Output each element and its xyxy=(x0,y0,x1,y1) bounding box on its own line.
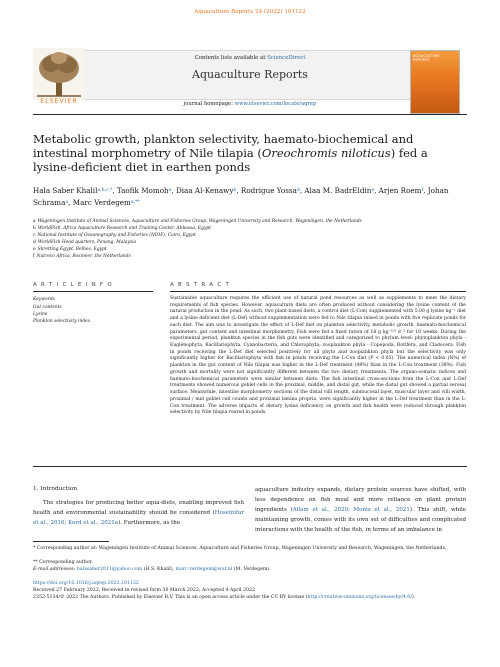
email-link-khalil[interactable]: halasaber2011@yahoo.com xyxy=(76,567,143,572)
email-link-verdegem[interactable]: marc.verdegem@wur.nl xyxy=(175,567,233,572)
author[interactable] xyxy=(117,186,172,195)
author-affiliation-marker[interactable]: a xyxy=(65,199,69,205)
article-title xyxy=(33,132,463,174)
intro-left-column xyxy=(33,499,244,529)
author-name: Rodrigue Yossa xyxy=(240,186,297,195)
author-name: Alaa M. BadrEldin xyxy=(304,186,372,195)
intro-right-column xyxy=(255,486,466,536)
affiliation-marker: e xyxy=(33,246,36,252)
author-name: Marc Verdegem xyxy=(72,197,131,207)
sciencedirect-link[interactable]: ScienceDirect xyxy=(267,55,306,61)
keyword-item: Gut contents xyxy=(33,305,62,310)
abstract-heading: A B S T R A C T xyxy=(170,282,231,288)
affiliation-item xyxy=(33,247,473,254)
author-name: Hala Saber Khalil xyxy=(33,186,98,195)
author-affiliation-marker[interactable]: d xyxy=(296,188,300,193)
title-species: Oreochromis niloticus xyxy=(261,146,391,160)
journal-reference[interactable]: Aquaculture Reports 24 (2022) 101122 xyxy=(194,9,306,15)
abstract-bottom-rule xyxy=(33,466,467,467)
author[interactable] xyxy=(73,198,140,207)
affiliation-text: WorldFish, Africa Aquaculture Research and Training Center, Abbassa, Egypt xyxy=(37,225,211,231)
author-affiliation-marker[interactable]: a xyxy=(168,188,172,193)
keyword-item: Plankton selectivity index xyxy=(33,319,91,324)
journal-title: Aquaculture Reports xyxy=(192,68,308,81)
affiliation-item xyxy=(33,219,473,226)
doi-line xyxy=(33,581,473,588)
affiliation-list xyxy=(33,219,473,260)
license-line xyxy=(33,595,473,602)
email-label: E-mail addresses: xyxy=(33,567,76,572)
email-owner: (M. Verdegem). xyxy=(233,567,271,572)
affiliation-item xyxy=(33,240,473,247)
author-affiliation-marker[interactable]: a,** xyxy=(130,199,140,205)
affiliation-marker: c xyxy=(33,232,36,238)
affiliation-text: WorldFish Head quarters, Penang, Malaysia xyxy=(37,239,137,245)
homepage-prefix: journal homepage: xyxy=(183,101,235,107)
journal-homepage-line xyxy=(90,101,410,107)
license-text: 2352-5134/© 2022 The Authors. Published by Elsevier B.V. This is an open access article under the CC BY license ( xyxy=(33,595,308,600)
section-heading-introduction: 1. Introduction xyxy=(33,486,78,492)
intro-right-text: ). This shift, while maintaining growth, comes with its own set of difficulties and complicated interactions with the health of the fish, in terms of an imbalance in xyxy=(255,506,466,533)
affiliation-text: National Institute of Oceanography and Fisheries (NIOF), Cairo, Egypt xyxy=(37,232,196,238)
author-affiliation-marker[interactable]: f xyxy=(421,188,424,193)
author-affiliation-marker[interactable]: a,b,c,* xyxy=(97,188,113,193)
affiliation-marker: d xyxy=(33,239,36,245)
received-dates: Received 27 February 2022; Received in revised form 30 March 2022; Accepted 4 April 2022 xyxy=(33,588,255,593)
footnote-second-corresponding: ** Corresponding author. xyxy=(33,560,93,565)
author-name: Johan Schrama xyxy=(33,186,449,207)
affiliation-item xyxy=(33,233,473,240)
header-rule xyxy=(33,114,467,115)
intro-right-text: aquaculture industry expands, dietary protein sources have shifted, with less dependence on fish meal and more reliance on plant protein ingredients ( xyxy=(255,487,466,513)
keyword-item: Lysine xyxy=(33,312,48,317)
intro-left-text: ). Furthermore, as the xyxy=(118,519,181,526)
author-affiliation-marker[interactable]: b xyxy=(233,188,237,193)
affiliation-marker: a xyxy=(33,219,36,224)
author-affiliation-marker[interactable]: e xyxy=(371,188,375,193)
affiliation-text: Nutreco Africa, Boxmeer, the Netherlands xyxy=(36,253,131,259)
citation-link[interactable]: Hoseinifar et al., 2016; Kord et al., 2021a xyxy=(33,509,244,526)
title-part-2: ) fed a lysine-deficient diet in earthen ponds xyxy=(33,146,428,174)
author[interactable] xyxy=(33,186,112,195)
footnote-emails xyxy=(33,567,473,574)
abstract-rule xyxy=(170,291,466,292)
author-name: Arjen Roem xyxy=(378,186,422,195)
abstract-text: Sustainable aquaculture requires the efficient use of natural pond resources as well as supplements to meet the dietary requirements of fish species. However, aquaculture diets are often produced without considering the lysine content of the natural production in the pond. As such, two plant-based diets, a control diet (L-Con) supplemented with 5.00 g lysine kg⁻¹ diet and a lysine deficient diet (L-Def) without supplementation were fed to Nile tilapia raised in ponds with five replicate ponds for each diet. The aim was to investigate the effect of L-Def diet on plankton selectivity, metabolic growth, haemato-biochemical parameters, gut content and intestinal morphometry. Fish were fed a fixed ration of 18 g kg⁻⁰·⁸ d⁻¹ for 10 weeks. During the experimental period, plankton species in the fish guts were identified and categorized to phylum level: phytoplankton phyla - Euglenophyta, Bacillariophyta, Cyanobacteria, and Chlorophyta; zooplankton phyla - Copepoda, Rotifera, and Cladocera. Fish in ponds receiving the L-Def diet selected positively for all phyto and zooplankton phyla but the selectivity was only significantly higher for Bacillariophyta with fish in ponds receiving the L-Con diet (P < 0.05). The numerical index (N%) of plankton in the gut content of Nile tilapia was higher in the L-Def treatment (48%) than in the L-Con treatment (38%). Fish growth and mortality were not significantly different between the two dietary treatments. The organo-somatic indices and haemato-biochemical parameters were similar between diets. The fish intestinal cross-sections from the L-Con and L-Def treatments showed numerous goblet cells in the proximal, middle, and distal gut, while the distal gut showed a partial serosal surface. Meanwhile, intestine morphometry sections of the distal villi length, submucosal layer, muscular layer and villi width, proximal / mid goblet cell counts and proximal lamina propria, were significantly higher in the L-Def treatment than in the L-Con treatment. The adverse impacts of dietary lysine deficiency on growth and fish health were reduced through plankton selectivity by Nile tilapia reared in ponds. xyxy=(170,296,466,416)
article-info-heading: A R T I C L E I N F O xyxy=(33,282,113,288)
intro-left-text: The strategies for producing better aqua-diets, enabling improved fish health and environmental sustainability should be considered ( xyxy=(33,500,244,516)
affiliation-text: Wageningen Institute of Animal Sciences, Aquaculture and Fisheries Group, Wageningen University and Research, Wageningen, the Netherlands xyxy=(37,219,362,224)
contents-prefix: Contents lists available at xyxy=(194,55,268,61)
author-name: Diaa Al-Kenawy xyxy=(175,186,234,195)
title-part-1: Metabolic growth, plankton selectivity, haemato-biochemical and intestinal morphometry of Nile tilapia ( xyxy=(33,132,414,160)
email-owner: (H.S. Khalil), xyxy=(143,567,175,572)
homepage-link[interactable]: www.elsevier.com/locate/aqrep xyxy=(234,101,317,107)
contents-line xyxy=(90,55,410,61)
author[interactable] xyxy=(176,186,236,195)
affiliation-item xyxy=(33,254,473,261)
license-text: ). xyxy=(411,595,416,600)
footnote-corresponding-author: * Corresponding author at: Wageningen Institute of Animal Sciences, Aquaculture and Fisheries Group, Wageningen University and Research, Wageningen, the Netherlands. xyxy=(33,546,447,551)
footnote-rule xyxy=(33,541,109,542)
author[interactable] xyxy=(241,186,300,195)
author-list: Hala Saber Khalil$^{a,b,c,*}$, Taofik Momoh$^a$, Diaa Al-Kenawy$^b$, Rodrigue Yossa$^d$, Alaa M. BadrEldin$^e$, Arjen Roem$^f$, Johan Schrama$^a$, Marc Verdegem$^{a,**}$ xyxy=(33,186,449,207)
doi-link[interactable]: https://doi.org/10.1016/j.aqrep.2022.101122 xyxy=(33,581,139,586)
citation-link[interactable]: Allam et al., 2020; Moniz et al., 2021 xyxy=(292,506,410,513)
affiliation-marker: f xyxy=(33,253,35,259)
elsevier-tree-logo xyxy=(33,48,85,100)
article-info-rule xyxy=(33,291,153,292)
author[interactable] xyxy=(379,186,424,195)
author[interactable] xyxy=(304,186,374,195)
affiliation-item xyxy=(33,226,473,233)
license-link[interactable]: http://creativecommons.org/licenses/by/4.0/ xyxy=(307,595,412,600)
affiliation-marker: b xyxy=(33,225,36,231)
keywords-label: Keywords xyxy=(33,297,55,302)
author-name: Taofik Momoh xyxy=(116,186,169,195)
elsevier-wordmark: ELSEVIER xyxy=(40,98,78,105)
cover-title: AQUACULTURE REPORTS xyxy=(413,54,440,63)
affiliation-text: Skretting Egypt, Belbes, Egypt xyxy=(37,246,107,252)
